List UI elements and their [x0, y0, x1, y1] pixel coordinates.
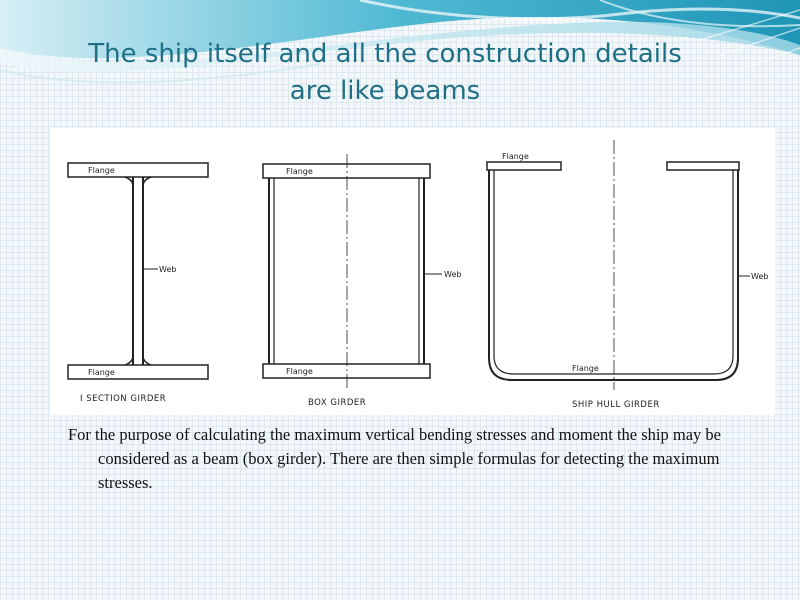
hull-inner-shell: [494, 170, 733, 374]
hull-caption: SHIP HULL GIRDER: [572, 400, 660, 410]
box-web-label: Web: [444, 270, 462, 279]
i-section-flange-top-label: Flange: [88, 166, 115, 175]
hull-deck-flange-left: [487, 162, 561, 170]
box-flange-top-label: Flange: [286, 167, 313, 176]
i-section-caption: I SECTION GIRDER: [80, 394, 167, 404]
body-paragraph: For the purpose of calculating the maximum vertical bending stresses and moment the ship may be considered as a beam (box girder). There are then simple formulas for detecting the maximum stresses.: [68, 425, 721, 492]
slide-title: [30, 36, 740, 110]
i-section-flange-bottom-label: Flange: [88, 368, 115, 377]
ship-hull-girder: [487, 140, 750, 390]
title-line-1: The ship itself and all the construction details: [88, 39, 682, 69]
i-section-girder: [68, 163, 208, 379]
hull-flange-bottom-label: Flange: [572, 364, 599, 373]
box-flange-bottom-label: Flange: [286, 367, 313, 376]
box-girder: [263, 154, 442, 390]
box-caption: BOX GIRDER: [308, 398, 367, 408]
girder-diagram: [50, 128, 775, 415]
i-section-web-label: Web: [159, 265, 177, 274]
hull-flange-top-label: Flange: [502, 152, 529, 161]
hull-outer-shell: [489, 170, 738, 380]
title-line-2: are like beams: [289, 76, 481, 106]
hull-web-label: Web: [751, 272, 769, 281]
hull-deck-flange-right: [667, 162, 739, 170]
